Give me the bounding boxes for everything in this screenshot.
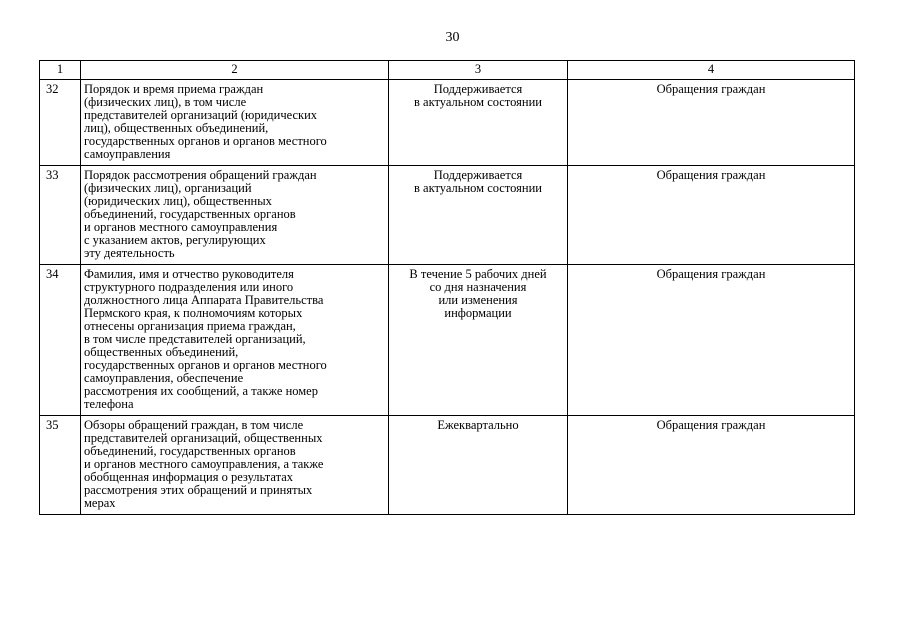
table-row — [40, 80, 855, 166]
row-name: Порядок рассмотрения обращений граждан (физических лиц), организаций (юридических лиц), общественных объединений, государственных органов и органов местного самоуправления с указанием актов, регулирующих эту деятельность — [81, 166, 389, 265]
row-number: 35 — [40, 416, 81, 515]
page-number: 30 — [445, 30, 460, 45]
table-header — [40, 61, 855, 80]
header-col-2: 2 — [81, 61, 389, 80]
row-responsible: Обращения граждан — [568, 80, 855, 166]
row-name: Фамилия, имя и отчество руководителя структурного подразделения или иного должностного лица Аппарата Правительства Пермского края, к полномочиям которых отнесены организация приема граждан, в том числе представителей организаций, общественных объединений, государственных органов и органов местного самоуправления, обеспечение рассмотрения их сообщений, а также номер телефона — [81, 265, 389, 416]
row-period: Поддерживается в актуальном состоянии — [389, 166, 568, 265]
table-body — [40, 80, 855, 515]
row-responsible: Обращения граждан — [568, 265, 855, 416]
row-period: Ежеквартально — [389, 416, 568, 515]
header-row — [40, 61, 855, 80]
row-responsible: Обращения граждан — [568, 166, 855, 265]
header-col-1: 1 — [40, 61, 81, 80]
row-number: 32 — [40, 80, 81, 166]
row-number: 34 — [40, 265, 81, 416]
row-name: Обзоры обращений граждан, в том числе представителей организаций, общественных объединений, государственных органов и органов местного самоуправления, а также обобщенная информация о результатах рассмотрения этих обращений и принятых мерах — [81, 416, 389, 515]
header-col-3: 3 — [389, 61, 568, 80]
row-number: 33 — [40, 166, 81, 265]
data-table — [39, 60, 855, 515]
row-period: В течение 5 рабочих дней со дня назначения или изменения информации — [389, 265, 568, 416]
header-col-4: 4 — [568, 61, 855, 80]
row-responsible: Обращения граждан — [568, 416, 855, 515]
table-row — [40, 265, 855, 416]
row-name: Порядок и время приема граждан (физических лиц), в том числе представителей организаций (юридических лиц), общественных объединений, государственных органов и органов местного самоуправления — [81, 80, 389, 166]
table-row — [40, 416, 855, 515]
table-row — [40, 166, 855, 265]
row-period: Поддерживается в актуальном состоянии — [389, 80, 568, 166]
